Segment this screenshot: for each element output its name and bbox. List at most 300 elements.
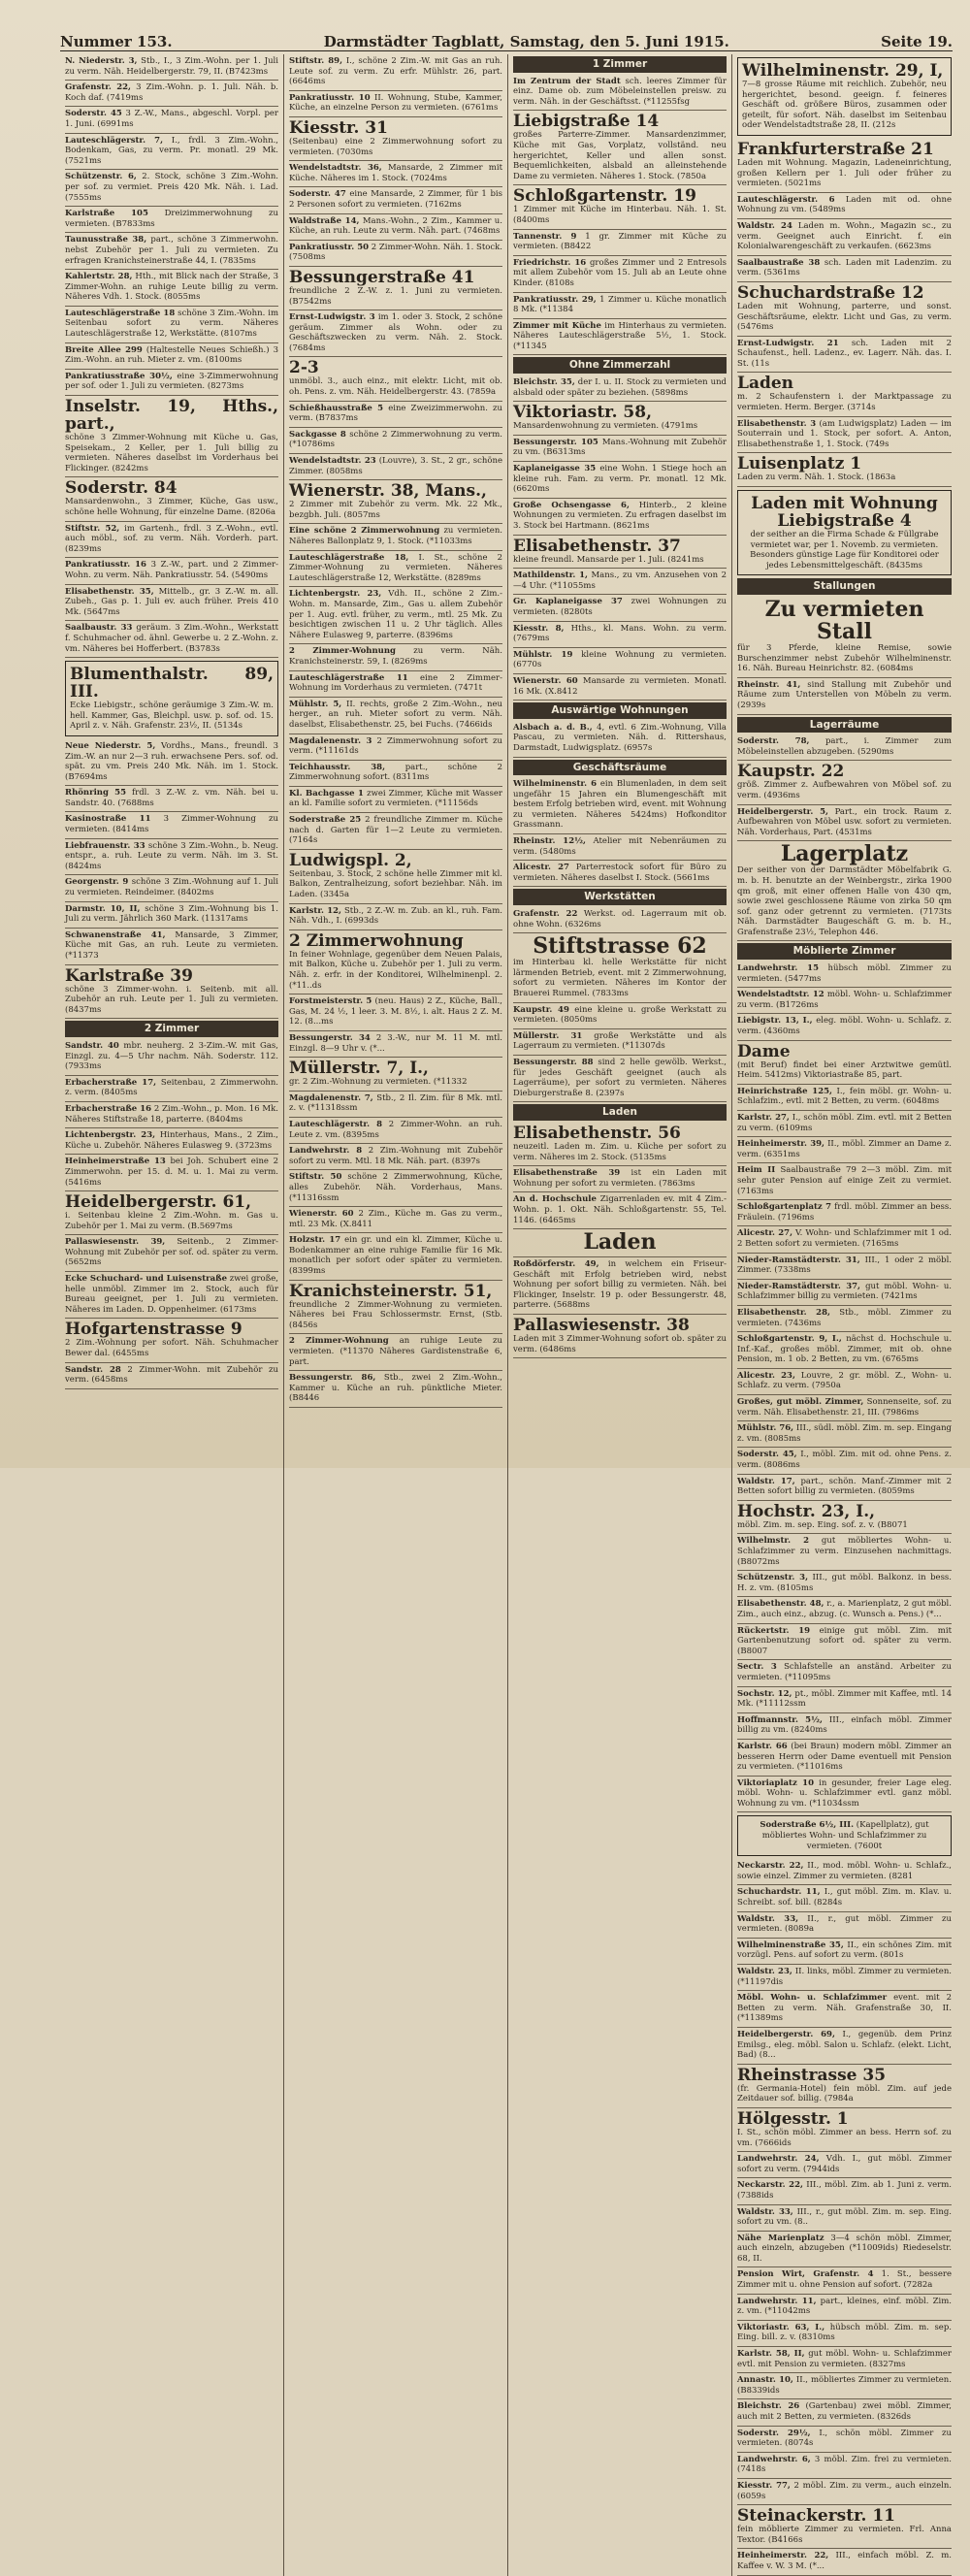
ad-heading: Waldstr. 23,: [737, 1967, 792, 1976]
ad-heading: 2 Zimmer-Wohnung: [289, 1336, 389, 1347]
ad-text: (Seitenbau) eine 2 Zimmerwohnung sofort zu vermieten. (7030ms: [289, 136, 502, 157]
classified-ad: [289, 930, 502, 995]
ad-heading: Hofgartenstrasse 9: [65, 1320, 242, 1340]
ad-heading: Hölgesstr. 1: [737, 2108, 849, 2129]
ad-text: 2 Zimmer-Wohn. mit Zubehör zu verm. (6458ms: [65, 1364, 278, 1386]
ad-text: im Hinterhaus zu vermieten. Näheres Lauteschlägerstraße 5½, 1. Stock. (*11345: [513, 320, 727, 351]
column-4: [732, 54, 956, 2576]
ad-heading: Luisenplatz 1: [737, 454, 862, 474]
classified-ad: [737, 1137, 952, 1163]
classified-ad: [513, 1029, 727, 1056]
ad-heading: Wilhelminenstr. 29, I,: [742, 61, 944, 81]
section-heading: Stallungen: [737, 578, 952, 595]
classified-ad: [737, 1200, 952, 1226]
classified-ad: [513, 1166, 727, 1192]
classified-ad: [513, 777, 727, 834]
ad-text: Seitenbau, 2 Zimmerwohn. z. verm. (8405ms: [65, 1077, 278, 1098]
classified-ad: [513, 861, 727, 887]
classified-ad: [737, 2453, 952, 2479]
classified-ad: [289, 357, 502, 401]
classified-ad: [65, 875, 278, 901]
classified-ad: [65, 343, 278, 370]
ad-heading: Schloßgartenstr. 9, I.,: [737, 1334, 842, 1345]
ad-heading: Großes, gut möbl. Zimmer,: [737, 1397, 864, 1408]
classified-ad: [737, 256, 952, 282]
ad-heading: Heidelbergerstr. 61,: [65, 1192, 252, 1213]
classified-ad: [737, 2028, 952, 2065]
ad-heading: Neue Niederstr. 5,: [65, 740, 156, 751]
classified-ad: [737, 2321, 952, 2347]
ad-heading: Elisabethenstr. 37: [513, 536, 681, 556]
ad-text: Dreizimmerwohnung zu vermieten. (B7833ms: [65, 209, 278, 229]
ad-heading: Mühlstr. 19: [513, 649, 573, 660]
classified-ad: [737, 2373, 952, 2399]
ad-text: Der seither von der Darmstädter Möbelfabrik G. m. b. H. benutzte an der Weinbergstr., zirka 1900 qm groß, mit einer offenen Halle von 430 qm, sowie zwei geschlossene Räume von zirka 50 qm sof. ganz oder getrennt zu vermieten. (7173ts Näh. Darmstädter Baugeschäft G. m. b. H., Grafenstraße 23½, Telephon 446.: [737, 865, 952, 937]
classified-ad: [289, 671, 502, 698]
ad-heading: Mühlstr. 5,: [289, 699, 342, 709]
ad-text: III., südl. möbl. Zim. m. sep. Eingang z. vm. (8085ms: [737, 1423, 952, 1444]
ad-heading: Pallaswiesenstr. 39,: [65, 1237, 166, 1248]
classified-ad: [65, 739, 278, 786]
classified-ad: [289, 761, 502, 787]
ad-text: gut möbliertes Wohn- u. Schlafzimmer zu verm. Einzusehen nachmittags. (B8072ms: [737, 1536, 952, 1567]
ad-text: fein möblierte Zimmer zu vermieten. Frl. Anna Textor. (B4166s: [737, 2525, 952, 2545]
ad-text: eleg. möbl. Wohn- u. Schlafz. z. verm. (4360ms: [737, 1016, 952, 1037]
ad-text: Seitenbau, 3. Stock, 2 schöne helle Zimmer mit kl. Balkon, Zentralheizung, sofort beziehbar. Näh. im Laden. (3345a: [289, 868, 502, 900]
classified-ad: [737, 490, 952, 575]
ad-heading: Pankratiusstr. 29,: [513, 294, 597, 305]
ad-text: Laden mit 3 Zimmer-Wohnung sofort ob. später zu verm. (6486ms: [513, 1334, 727, 1354]
section-heading: Geschäftsräume: [513, 760, 727, 776]
ad-text: I., schöne 2 Zim.-W. mit Gas an ruh. Leute sof. zu verm. Zu erfr. Mühlstr. 26, part. (6646ms: [289, 56, 502, 87]
ad-text: (Louvre), 3. St., 2 gr., schöne Zimmer. (8058ms: [289, 456, 502, 476]
classified-ad: [289, 1233, 502, 1280]
ad-heading: Wendelstadtstr. 23: [289, 456, 376, 467]
ad-text: möbl. Zim. m. sep. Eing. sof. z. v. (B8071: [737, 1519, 908, 1530]
classified-ad: [289, 428, 502, 454]
ad-text: in gesunder, freier Lage eleg. möbl. Wohn- u. Schlafzimmer evtl. ganz möbl. Wohnung zu vm. (*11034ssm: [737, 1777, 952, 1809]
ad-heading: Soderstr. 45,: [737, 1450, 797, 1460]
ad-text: Vdh. I., gut möbl. Zimmer sofort zu verm. (7944ids: [737, 2154, 952, 2174]
ad-text: part., i. Zimmer zum Möbeleinstellen abzugeben. (5290ms: [737, 736, 952, 757]
ad-text: gut möbl. Wohn- u. Schlafzimmer evtl. mit Pension zu vermieten. (8327ms: [737, 2349, 952, 2369]
ad-text: geräum. 3 Zim.-Wohn., Werkstatt f. Schuhmacher od. ähnl. Gewerbe u. 2 Z.-Wohn. z. vm. Näheres bei Hofferbert. (B3783s: [65, 623, 278, 654]
classified-ad: [65, 522, 278, 559]
classified-ad: [289, 1031, 502, 1058]
ad-text: Laden mit Wohnung, parterre, und sonst. Geschäftsräume, elektr. Licht und Gas, zu verm. (5476ms: [737, 301, 952, 333]
ad-heading: Nieder-Ramstädterstr. 37,: [737, 1281, 860, 1291]
classified-ad: [737, 2152, 952, 2178]
ad-text: sind Stallung mit Zubehör und Räume zum Unterstellen von Möbeln zu verm. (2939s: [737, 679, 952, 710]
classified-ad: [737, 337, 952, 374]
ad-heading: Karlstr. 66: [737, 1741, 788, 1751]
classified-ad: [513, 536, 727, 570]
ad-text: sch. Laden mit Ladenzim. zu verm. (5361ms: [737, 257, 952, 278]
classified-ad: [513, 674, 727, 701]
classified-ad: [513, 293, 727, 319]
ad-heading: An d. Hochschule: [513, 1194, 597, 1205]
classified-ad: [737, 1740, 952, 1777]
classified-ad: [513, 402, 727, 436]
ad-heading: Soderstr. 45: [65, 109, 122, 119]
ad-text: part., kleines, einf. möbl. Zim. z. vm. (*11042ms: [737, 2296, 953, 2317]
ad-heading: Wienerstr. 60: [289, 1209, 354, 1220]
ad-text: V. Wohn- und Schlafzimmer mit 1 od. 2 Betten sofort zu vermieten. (7165ms: [737, 1228, 952, 1249]
ad-heading: Kaupstr. 49: [513, 1004, 569, 1015]
ad-heading: Sectr. 3: [737, 1662, 777, 1673]
classified-ad: [737, 1163, 952, 1200]
ad-text: 2 Zimmer mit Zubehör zu verm. Mk. 22 Mk., bezgbh. Juli. (8057ms: [289, 500, 502, 520]
ad-heading: Laden mit Wohnung Liebigstraße 4: [751, 494, 938, 532]
ad-text: i. Seitenbau kleine 2 Zim.-Wohn. m. Gas u. Zubehör per 1. Mai zu verm. (B.5697ms: [65, 1211, 278, 1231]
ad-heading: Wilhelmstr. 2: [737, 1536, 810, 1547]
classified-ad: [65, 307, 278, 343]
ad-heading: Pankratiusstr. 10: [289, 92, 371, 103]
ad-heading: Grafenstr. 22,: [65, 82, 132, 93]
section-heading: Ohne Zimmerzahl: [513, 357, 727, 374]
ad-text: (Kapellplatz), gut möbliertes Wohn- und Schlafzimmer zu vermieten. (7600t: [761, 1820, 929, 1851]
ad-heading: Ernst-Ludwigstr. 21: [737, 338, 839, 348]
ad-text: schöne 2 Zimmerwohnung zu verm. (*10786ms: [289, 429, 502, 450]
ad-text: II. links, möbl. Zimmer zu vermieten. (*11197dis: [737, 1967, 952, 1987]
ad-heading: Schloßgartenstr. 19: [513, 186, 696, 207]
ad-heading: Lichtenbergstr. 23,: [65, 1130, 156, 1141]
classified-ad: [289, 241, 502, 267]
ad-heading: Heinheimerstraße 13: [65, 1157, 166, 1167]
classified-ad: [737, 139, 952, 193]
classified-ad: [513, 834, 727, 861]
classified-ad: [65, 270, 278, 307]
ad-heading: Georgenstr. 9: [65, 877, 129, 888]
ad-text: Mans.-Wohn., 2 Zim., Kammer u. Küche, an ruh. Leute zu verm. Näh. part. (7468ms: [289, 215, 502, 237]
classified-ad: [737, 1713, 952, 1740]
ad-heading: Rhönring 55: [65, 788, 126, 799]
ad-text: der seither an die Firma Schade & Füllgrabe vermietet war, per 1. Novemb. zu vermieten. Besonders günstige Lage für Konditorei oder jedes Lebensmittelgeschäft. (8435ms: [750, 530, 939, 571]
ad-text: 3 Z.-W., part. und 2 Zimmer-Wohn. zu verm. Näh. Pankratiusstr. 54. (5490ms: [65, 560, 278, 580]
ad-text: 2 Zimmer-Wohn. an ruh. Leute z. vm. (8395ms: [289, 1119, 502, 1140]
ad-heading: Karlstraße 105: [65, 209, 148, 219]
ad-text: Hinterhaus, Mans., 2 Zim., Küche u. Zubehör. Näheres Eulasweg 9. (3723ms: [65, 1130, 279, 1151]
ad-text: II., ein schönes Zim. mit vorzügl. Pens. auf sofort zu verm. (801s: [737, 1940, 952, 1961]
classified-ad: [737, 1014, 952, 1040]
classified-ad: [737, 2427, 952, 2453]
ad-text: hübsch möbl. Zim. m. sep. Eing. bill. z. v. (8310ms: [737, 2322, 952, 2343]
ad-text: ist ein Laden mit Wohnung per sofort zu vermieten. (7863ms: [513, 1168, 727, 1189]
ad-heading: Heinheimerstr. 39,: [737, 1139, 825, 1150]
ad-heading: Landwehrstr. 6,: [737, 2454, 811, 2464]
ad-text: Mansardenwohnung zu vermieten. (4791ms: [513, 421, 698, 432]
ad-text: 3 Z.-W., Mans., abgeschl. Vorpl. per 1. Juni. (6991ms: [65, 109, 278, 129]
ad-heading: Große Ochsengasse 6,: [513, 500, 630, 510]
classified-ad: [737, 962, 952, 988]
classified-ad: [737, 1939, 952, 1965]
ad-heading: Schützenstr. 3,: [737, 1573, 809, 1583]
ad-heading: Soderstr. 47: [289, 189, 346, 200]
classified-ad: [289, 214, 502, 241]
ad-heading: Magdalenenstr. 3: [289, 735, 372, 746]
classified-ad: [737, 1306, 952, 1332]
ad-heading: Heinheimerstr. 22,: [737, 2551, 829, 2561]
ad-text: im Gartenh., frdl. 3 Z.-Wohn., evtl. auch möbl., sof. zu verm. Näh. Vorderh. part. (8239ms: [65, 523, 278, 554]
ad-heading: Alicestr. 27: [513, 863, 569, 873]
ad-text: Parterrestock sofort für Büro zu vermieten. Näheres daselbst I. Stock. (5661ms: [513, 863, 727, 883]
ad-text: frdl. 3 Z.-W. z. vm. Näh. bei u. Sandstr. 40. (7688ms: [65, 788, 278, 808]
column-1: [60, 54, 284, 2576]
classified-ad: [513, 933, 727, 1002]
classified-ad: [289, 698, 502, 734]
page-number: Seite 19.: [881, 33, 953, 50]
ad-text: r., a. Marienplatz, 2 gut möbl. Zim., auch einz., abzug. (c. Wunsch a. Pens.) (*...: [737, 1599, 952, 1619]
ad-heading: Waldstr. 33,: [737, 2206, 793, 2217]
classified-ad: [65, 134, 278, 171]
ad-heading: Kasinostraße 11: [65, 814, 151, 825]
classified-ad: [65, 661, 278, 736]
ad-heading: Karlstr. 58, II,: [737, 2349, 805, 2360]
classified-ad: [513, 1315, 727, 1358]
ad-heading: Kiesstr. 77,: [737, 2480, 791, 2491]
ad-heading: Waldstr. 24: [737, 220, 792, 231]
classified-ad: [289, 1058, 502, 1092]
ad-heading: Kaplaneigasse 35: [513, 464, 597, 474]
classified-ad: [737, 1226, 952, 1253]
classified-ad: [737, 2205, 952, 2232]
classified-ad: [65, 1039, 278, 1076]
classified-ad: [737, 1885, 952, 1911]
classified-ad: [513, 1257, 727, 1315]
ad-heading: Eine schöne 2 Zimmerwohnung: [289, 526, 440, 537]
classified-ad: [65, 902, 278, 929]
ad-text: schöne 3 Zim.-Wohnung auf 1. Juli zu vermieten. Reindeimer. (8402ms: [65, 877, 278, 898]
classified-ad: [513, 436, 727, 462]
ad-text: 2 freundliche Zimmer m. Küche nach d. Garten für 1—2 Leute zu vermieten. (7164s: [289, 815, 502, 846]
ad-heading: Roßdörferstr. 49,: [513, 1259, 599, 1270]
ad-text: Stb., 2 Il. Zim. für 8 Mk. mtl. z. v. (*11318ssm: [289, 1092, 502, 1114]
ad-text: zwei Zimmer, Küche mit Wasser an kl. Familie sofort zu vermieten. (*11156ds: [289, 788, 502, 809]
ad-heading: Saalbaustr. 33: [65, 623, 133, 634]
classified-ad: [737, 2549, 952, 2575]
ad-text: Stb., I., 3 Zim.-Wohn. per 1. Juli zu verm. Näh. Heidelbergerstr. 79, II. (B7423ms: [65, 56, 278, 77]
ad-heading: Zu vermieten Stall: [764, 597, 924, 644]
classified-ad: [737, 1660, 952, 1686]
ad-heading: Forstmeisterstr. 5: [289, 996, 372, 1007]
classified-ad: [513, 721, 727, 758]
ad-heading: Landwehrstr. 8: [289, 1146, 363, 1157]
classified-ad: [513, 1192, 727, 1229]
ad-text: (bei Braun) modern möbl. Zimmer an besseren Herrn oder Dame eventuell mit Pension zu vermieten. (*11016ms: [737, 1741, 952, 1773]
ad-text: große Werkstätte und als Lagerraum zu vermieten. (*11307ds: [513, 1030, 728, 1052]
classified-ad: [289, 524, 502, 550]
ad-heading: Schwanenstraße 41,: [65, 929, 166, 940]
classified-ad: [289, 1371, 502, 1408]
ad-heading: Schloßgartenplatz 7: [737, 1202, 832, 1213]
ad-heading: Pallaswiesenstr. 38: [513, 1316, 690, 1336]
ad-text: gut möbl. Wohn- u. Schlafzimmer billig zu vermieten. (7421ms: [737, 1281, 952, 1302]
classified-ad: [65, 812, 278, 838]
classified-ad: [737, 1369, 952, 1395]
ad-text: frdl. möbl. Zimmer an bess. Fräulein. (7196ms: [737, 1202, 952, 1223]
classified-ad: [289, 117, 502, 161]
ad-text: nächst d. Hochschule u. Inf.-Kaf., großes möbl. Zimmer, mit ob. ohne Pension, m. 1 ob. 2 Betten, zu vm. (6765ms: [737, 1334, 952, 1365]
ad-text: 4, evtl. 6 Zim.-Wohnung, Villa Pascau, zu vermieten. Näh. d. Rittershaus, Darmstadt, Ludwigsplatz. (6957s: [513, 722, 727, 753]
classified-ad: [65, 929, 278, 965]
classified-ad: [289, 402, 502, 428]
ad-heading: Elisabethenstraße 39: [513, 1168, 621, 1179]
classified-ad: [737, 1571, 952, 1597]
ad-text: (neu. Haus) 2 Z., Küche, Ball., Gas, M. 24 ½, 1 leer. 3. M. 8½, i. alt. Haus 2 Z. M. 12. (8...ms: [289, 996, 503, 1027]
ad-heading: Karlstraße 39: [65, 965, 193, 986]
ad-text: eine Mansarde, 2 Zimmer, für 1 bis 2 Personen sofort zu vermieten. (7162ms: [289, 189, 502, 210]
classified-ad: [737, 2267, 952, 2294]
classified-ad: [289, 1170, 502, 1207]
classified-ad: [737, 1912, 952, 1939]
ad-text: I. St., schön möbl. Zimmer an bess. Herrn sof. zu vm. (7666ids: [737, 2127, 952, 2148]
ad-heading: Möbl. Wohn- u. Schlafzimmer: [737, 1993, 888, 2004]
ad-text: In feiner Wohnlage, gegenüber dem Neuen Palais, mit Balkon, Küche u. Zubehör per 1. Juli zu verm. Näh. z. erfr. in der Konditorei, Wilhelminenpl. 2. (*11..ds: [289, 949, 502, 991]
running-head: [60, 29, 953, 51]
ad-text: neuzeitl. Laden m. Zim. u. Küche per sofort zu verm. Näheres im 2. Stock. (5135ms: [513, 1141, 727, 1162]
classified-ad: [289, 161, 502, 187]
ad-text: Sonnenseite, sof. zu verm. Näh. Elisabethenstr. 21, III. (7986ms: [737, 1397, 952, 1418]
ad-text: in welchem ein Friseur-Geschäft mit Erfolg betrieben wird, nebst Wohnung per sofort billig zu vermieten. Näh. bei Flickinger, Inselstr. 19 p. oder Bessungerstr. 48, parterre. (5688ms: [513, 1259, 727, 1311]
ad-text: kleine Wohnung zu vermieten. (6770s: [513, 649, 727, 670]
classified-ad: [513, 111, 727, 185]
ad-heading: Erbacherstraße 17,: [65, 1077, 157, 1088]
ad-text: II. rechts, große 2 Zim.-Wohn., neu herger., an ruh. Mieter sofort zu verm. Näh. daselbst, Elisabethenstr. 25, bei Fuchs. (7466ids: [289, 699, 502, 730]
ad-heading: Landwehrstr. 15: [737, 963, 819, 974]
ad-text: 2 Zim.-Wohnung per sofort. Näh. Schuhmacher Bewer dal. (6455ms: [65, 1338, 278, 1359]
ad-heading: N. Niederstr. 3,: [65, 56, 138, 66]
ad-heading: Elisabethenstr. 48,: [737, 1599, 824, 1610]
ad-text: eine Wohn. 1 Stiege hoch an kleine ruh. Fam. zu verm. Pr. monatl. 12 Mk. (6620ms: [513, 464, 727, 495]
ad-text: mbr. neuherg. 2 3-Zim.-W. mit Gas, Einzgl. zu. 4—5 Uhr nachm. Näh. Soderstr. 112. (7933ms: [65, 1040, 278, 1072]
section-heading: Lagerräume: [737, 717, 952, 734]
classified-ad: [737, 734, 952, 761]
ad-heading: Lagerplatz: [780, 841, 909, 867]
ad-heading: Lauteschlägerstr. 8: [289, 1119, 383, 1129]
ad-heading: Bleichstr. 26: [737, 2401, 800, 2412]
column-2: [284, 54, 508, 2576]
classified-ad: [289, 1092, 502, 1118]
ad-heading: Müllerstr. 31: [513, 1030, 583, 1041]
ad-heading: Bessungerstr. 105: [513, 437, 598, 447]
classified-ad: [289, 1334, 502, 1371]
ad-text: unmöbl. 3., auch einz., mit elektr. Licht, mit ob. oh. Pens. z. vm. Näh. Heidelbergerstr. 43. (7859a: [289, 376, 502, 398]
classified-ad: [65, 1128, 278, 1155]
ad-heading: Alicestr. 23,: [737, 1370, 795, 1381]
ad-heading: Pankratiusstr. 50: [289, 242, 370, 252]
ad-heading: Wendelstadtstr. 12: [737, 990, 824, 1000]
classified-ad: [65, 1076, 278, 1102]
classified-ad: [737, 282, 952, 337]
masthead-line: Darmstädter Tagblatt, Samstag, den 5. Juni 1915.: [323, 33, 729, 50]
ad-text: Laden zu verm. Näh. 1. Stock. (1863a: [737, 473, 896, 483]
ad-heading: Saalbaustraße 38: [737, 257, 821, 268]
classified-ad: [737, 1624, 952, 1661]
ad-heading: Wienerstr. 60: [513, 675, 578, 686]
ad-heading: Rückertstr. 19: [737, 1625, 811, 1636]
ad-heading: Schießhausstraße 5: [289, 403, 384, 413]
ad-text: 3—4 schön möbl. Zimmer, auch einzeln, abzugeben (*11009ids) Riedeselstr. 68, II.: [737, 2233, 952, 2264]
ad-text: II., mod. möbl. Wohn- u. Schlafz., sowie einzel. Zimmer zu vermieten. (8281: [737, 1861, 952, 1881]
ad-heading: Stiftstr. 89,: [289, 56, 343, 66]
ad-heading: Darmstr. 10, II,: [65, 903, 141, 914]
classified-ad: [289, 1281, 502, 1335]
classified-ad: [65, 1235, 278, 1272]
classified-ad: [65, 207, 278, 233]
classified-ad: [513, 907, 727, 933]
ad-text: eine kleine u. große Werkstatt zu vermieten. (8050ms: [513, 1004, 727, 1026]
ad-heading: Lauteschlägerstraße 18,: [289, 552, 409, 563]
ad-heading: Bessungerstr. 88: [513, 1057, 594, 1067]
ad-text: part., schöne 3 Zimmerwohn. nebst Zubehör per 1. Juli zu vermieten. Zu erfragen Kranichsteinerstraße 44, I. (7835ms: [65, 235, 278, 266]
ad-heading: Ludwigspl. 2,: [289, 850, 412, 870]
classified-ad: [289, 1207, 502, 1233]
ad-text: II., möbliertes Zimmer zu vermieten. (B8339ids: [737, 2375, 952, 2396]
ad-heading: Nieder-Ramstädterstr. 31,: [737, 1255, 860, 1265]
section-heading: Möblierte Zimmer: [737, 943, 952, 960]
classified-ad: [289, 454, 502, 480]
classified-ad: [289, 734, 502, 761]
ad-text: event. mit 2 Betten zu verm. Näh. Grafenstraße 30, II. (*11389ms: [737, 1993, 952, 2024]
ad-heading: Grafenstr. 22: [513, 909, 578, 920]
classified-ad: [65, 1191, 278, 1235]
ad-text: 1 Zimmer u. Küche monatlich 8 Mk. (*11384: [513, 294, 727, 315]
ad-heading: Neckarstr. 22,: [737, 1861, 804, 1872]
ad-heading: Bleichstr. 35,: [513, 377, 575, 388]
ad-text: 3 Zimmer-Wohnung zu vermieten. (8414ms: [65, 814, 278, 835]
ad-heading: Soderstraße 25: [289, 815, 362, 826]
ad-text: Schlafstelle an anständ. Arbeiter zu vermieten. (*11095ms: [737, 1662, 952, 1682]
ad-text: 2 Zim., Küche m. Gas zu verm., mtl. 23 Mk. (X.8411: [289, 1209, 502, 1229]
ad-text: I., schön möbl. Zimmer zu vermieten. (8074s: [737, 2428, 952, 2449]
classified-ad: [289, 551, 502, 588]
classified-ad: [737, 805, 952, 842]
classified-ad: [737, 1859, 952, 1885]
ad-heading: Rheinstr. 41,: [737, 679, 801, 690]
ad-heading: Landwehrstr. 11,: [737, 2296, 817, 2306]
ad-text: I., gut möbl. Zim. m. Klav. u. Schreibt. sof. bill. (8284s: [737, 1887, 952, 1908]
classified-ad: [737, 1815, 952, 1856]
ad-text: II. Wohnung, Stube, Kammer, Küche, an einzelne Person zu vermieten. (6761ms: [289, 92, 502, 114]
ad-heading: Dame: [737, 1041, 791, 1061]
ad-text: sind 2 helle gewölb. Werkst., für jedes Geschäft geeignet (auch als Lagerräume), per sofort zu vermieten. Näheres Dieburgerstraße 8. (2397s: [513, 1057, 727, 1098]
classified-ad: [65, 965, 278, 1020]
ad-text: ein Blumenladen, in dem seit ungefähr 15 Jahren ein Blumengeschäft mit bestem Erfolg betrieben wird, event. mit Wohnung zu vermieten. Näheres 5424ms) Hofkonditor Grassmann.: [513, 779, 728, 831]
classified-ad: [513, 1123, 727, 1166]
ad-heading: Wienerstr. 38, Mans.,: [289, 481, 487, 502]
ad-heading: Rheinstr. 12½,: [513, 836, 586, 847]
ad-heading: 2 Zimmer-Wohnung: [289, 646, 396, 657]
ad-text: I., gegenüb. dem Prinz Emilsg., eleg. möbl. Salon u. Schlafz. (elekt. Licht, Bad) (8...: [737, 2029, 952, 2061]
ad-text: pt., möbl. Zimmer mit Kaffee, mtl. 14 Mk. (*11112ssm: [737, 1688, 953, 1710]
classified-ad: [737, 2232, 952, 2268]
ad-heading: Karlstr. 12,: [289, 905, 341, 916]
ad-heading: Waldstr. 33,: [737, 1913, 799, 1924]
classified-ad: [65, 839, 278, 876]
ad-heading: Holzstr. 17: [289, 1235, 341, 1246]
ad-text: eine 2 Zimmer-Wohnung im Vorderhaus zu vermieten. (7471t: [289, 672, 502, 694]
ad-text: Atelier mit Nebenräumen zu verm. (5480ms: [513, 836, 727, 857]
section-heading: Werkstätten: [513, 889, 727, 905]
ad-text: 2 Zim.-Wohnung mit Zubehör sofort zu verm. Mtl. 18 Mk. Näh. part. (8397s: [289, 1146, 503, 1166]
ad-heading: Karlstr. 27,: [737, 1113, 790, 1123]
classified-ad: [289, 850, 502, 904]
ad-text: m. 2 Schaufenstern i. der Marktpassage zu vermieten. Herm. Berger. (3714s: [737, 392, 952, 413]
ad-heading: Laden: [583, 1229, 657, 1255]
ad-heading: Liebigstr. 13, I.,: [737, 1016, 813, 1027]
ad-heading: Alicestr. 27,: [737, 1228, 793, 1239]
section-heading: Auswärtige Wohnungen: [513, 702, 727, 719]
